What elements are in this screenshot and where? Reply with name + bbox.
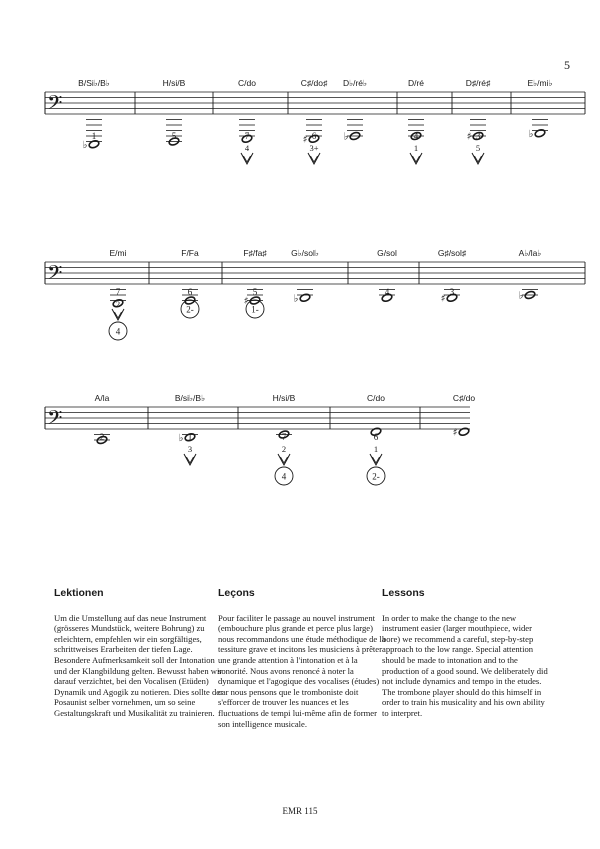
slide-position-number: 4 — [384, 287, 390, 297]
note-name-label: C/do — [238, 78, 256, 88]
circled-position-number: 1- — [251, 304, 259, 315]
bass-clef: 𝄢 — [47, 91, 63, 119]
note-name-label: A/la — [94, 393, 110, 403]
flat-symbol: ♭ — [82, 139, 88, 151]
flat-symbol: ♭ — [518, 290, 524, 302]
publisher-code: EMR 115 — [282, 806, 318, 816]
note-name-label: E/mi — [109, 248, 127, 258]
note-name-label: C♯/do — [452, 393, 476, 403]
hint-number: 3+ — [309, 143, 319, 153]
slide-position-number: 7 — [281, 432, 287, 442]
note-name-label: E♭/mi♭ — [527, 78, 553, 88]
lesson-column-french — [218, 588, 388, 729]
slide-position-number: 4 — [413, 131, 419, 141]
flat-symbol: ♭ — [343, 131, 349, 143]
page-number: 5 — [564, 58, 570, 72]
note-name-label: F♯/fa♯ — [243, 248, 267, 258]
slide-position-number: 5 — [171, 131, 177, 141]
circled-position-number: 2- — [372, 471, 380, 482]
note-name-label: G♯/sol♯ — [437, 248, 467, 258]
lesson-column-english — [382, 588, 552, 719]
circled-position-number: 4 — [115, 326, 121, 337]
flat-symbol: ♭ — [178, 432, 184, 444]
slide-position-number: 1 — [187, 432, 193, 442]
circled-position-number: 4 — [281, 471, 287, 482]
slide-position-number: 6 — [373, 432, 379, 442]
note-name-label: G/sol — [377, 248, 397, 258]
slide-position-number: 3 — [449, 287, 455, 297]
note-name-label: B/si♭/B♭ — [174, 393, 206, 403]
slide-position-number: 1 — [91, 131, 97, 141]
note-name-label: F/Fa — [181, 248, 199, 258]
hint-number: 5 — [475, 143, 481, 153]
lesson-column-german — [54, 588, 224, 719]
hint-number: 1 — [413, 143, 419, 153]
slide-position-number: 6 — [311, 131, 317, 141]
note-head — [458, 427, 470, 436]
lesson-text-german: Um die Umstellung auf das neue Instrument (grösseres Mundstück, weitere Bohrung) zu erleichtern, empfehlen wir ein sorgfältiges, schrittweises Erarbeiten der tiefen Lage. Besondere Aufmerksamkeit soll der Intonation und der Klangbildung gelten. Bewusst haben wir darauf verzichtet, bei den Vocalisen (Etüden) Dynamik und Agogik zu notieren. Dies sollte der Posaunist selber vornehmen, um so seine Gestaltungskraft und Musikalität zu trainieren. — [54, 612, 223, 718]
note-head — [534, 129, 546, 138]
staff-system-3 — [45, 393, 475, 485]
hint-number: 2 — [115, 299, 121, 309]
lesson-heading-english: Lessons — [382, 587, 425, 599]
note-name-label: H/si/B — [162, 78, 186, 88]
lesson-text-english: In order to make the change to the new instrument easier (larger mouthpiece, wider bore) we recommend a careful, step-by-step approach to the low range. Special attention should be made to intonation and to the production of a good sound. We deliberately did not include dynamics and tempo in the etudes. The trombone player should do this himself in order to train his musicality and his own ability to interpret. — [382, 612, 548, 718]
lesson-heading-german: Lektionen — [54, 587, 104, 599]
bass-clef: 𝄢 — [47, 406, 63, 434]
slide-position-number: 7 — [244, 131, 250, 141]
sharp-symbol: ♯ — [466, 131, 472, 143]
circled-position-number: 2- — [186, 304, 194, 315]
note-name-label: H/si/B — [272, 393, 296, 403]
slide-position-number: 7 — [115, 287, 121, 297]
sharp-symbol: ♯ — [302, 134, 308, 146]
sharp-symbol: ♯ — [440, 293, 446, 305]
flat-symbol: ♭ — [293, 293, 299, 305]
hint-number: 1 — [373, 444, 379, 454]
note-name-label: D♭/ré♭ — [342, 78, 368, 88]
note-name-label: C♯/do♯ — [300, 78, 328, 88]
note-name-label: D/ré — [407, 78, 425, 88]
lesson-text-french: Pour faciliter le passage au nouvel instrument (embouchure plus grande et perce plus large) nous recommandons une étude méthodique de la tessiture grave et incitons les musiciens à prêter une grande attention à l'intonation et à la sonorité. Nous avons renoncé à noter la dynamique et l'agogique des vocalises (études) car nous pensons que le tromboniste doit s'efforcer de trouver les nuances et les fluctuations de tempi lui-même afin de former son intelligence musicale. — [218, 612, 386, 729]
note-name-label: B/Si♭/B♭ — [78, 78, 110, 88]
sharp-symbol: ♯ — [452, 427, 458, 439]
slide-position-number: 3 — [475, 131, 481, 141]
note-name-label: A♭/la♭ — [518, 248, 542, 258]
bass-clef: 𝄢 — [47, 261, 63, 289]
note-name-label: C/do — [367, 393, 385, 403]
flat-symbol: ♭ — [528, 128, 534, 140]
slide-position-number: 5 — [252, 287, 258, 297]
lesson-heading-french: Leçons — [218, 587, 255, 599]
sharp-symbol: ♯ — [243, 296, 249, 307]
note-name-label: D♯/ré♯ — [465, 78, 491, 88]
hint-number: 3 — [187, 444, 193, 454]
staff-system-1 — [45, 78, 585, 164]
hint-number: 2 — [281, 444, 287, 454]
note-name-label: G♭/sol♭ — [291, 248, 319, 258]
note-head — [299, 293, 311, 302]
hint-number: 4 — [244, 143, 250, 153]
slide-position-number: 2 — [99, 432, 105, 442]
slide-position-number: 6 — [187, 287, 193, 297]
staff-system-2 — [45, 248, 585, 340]
